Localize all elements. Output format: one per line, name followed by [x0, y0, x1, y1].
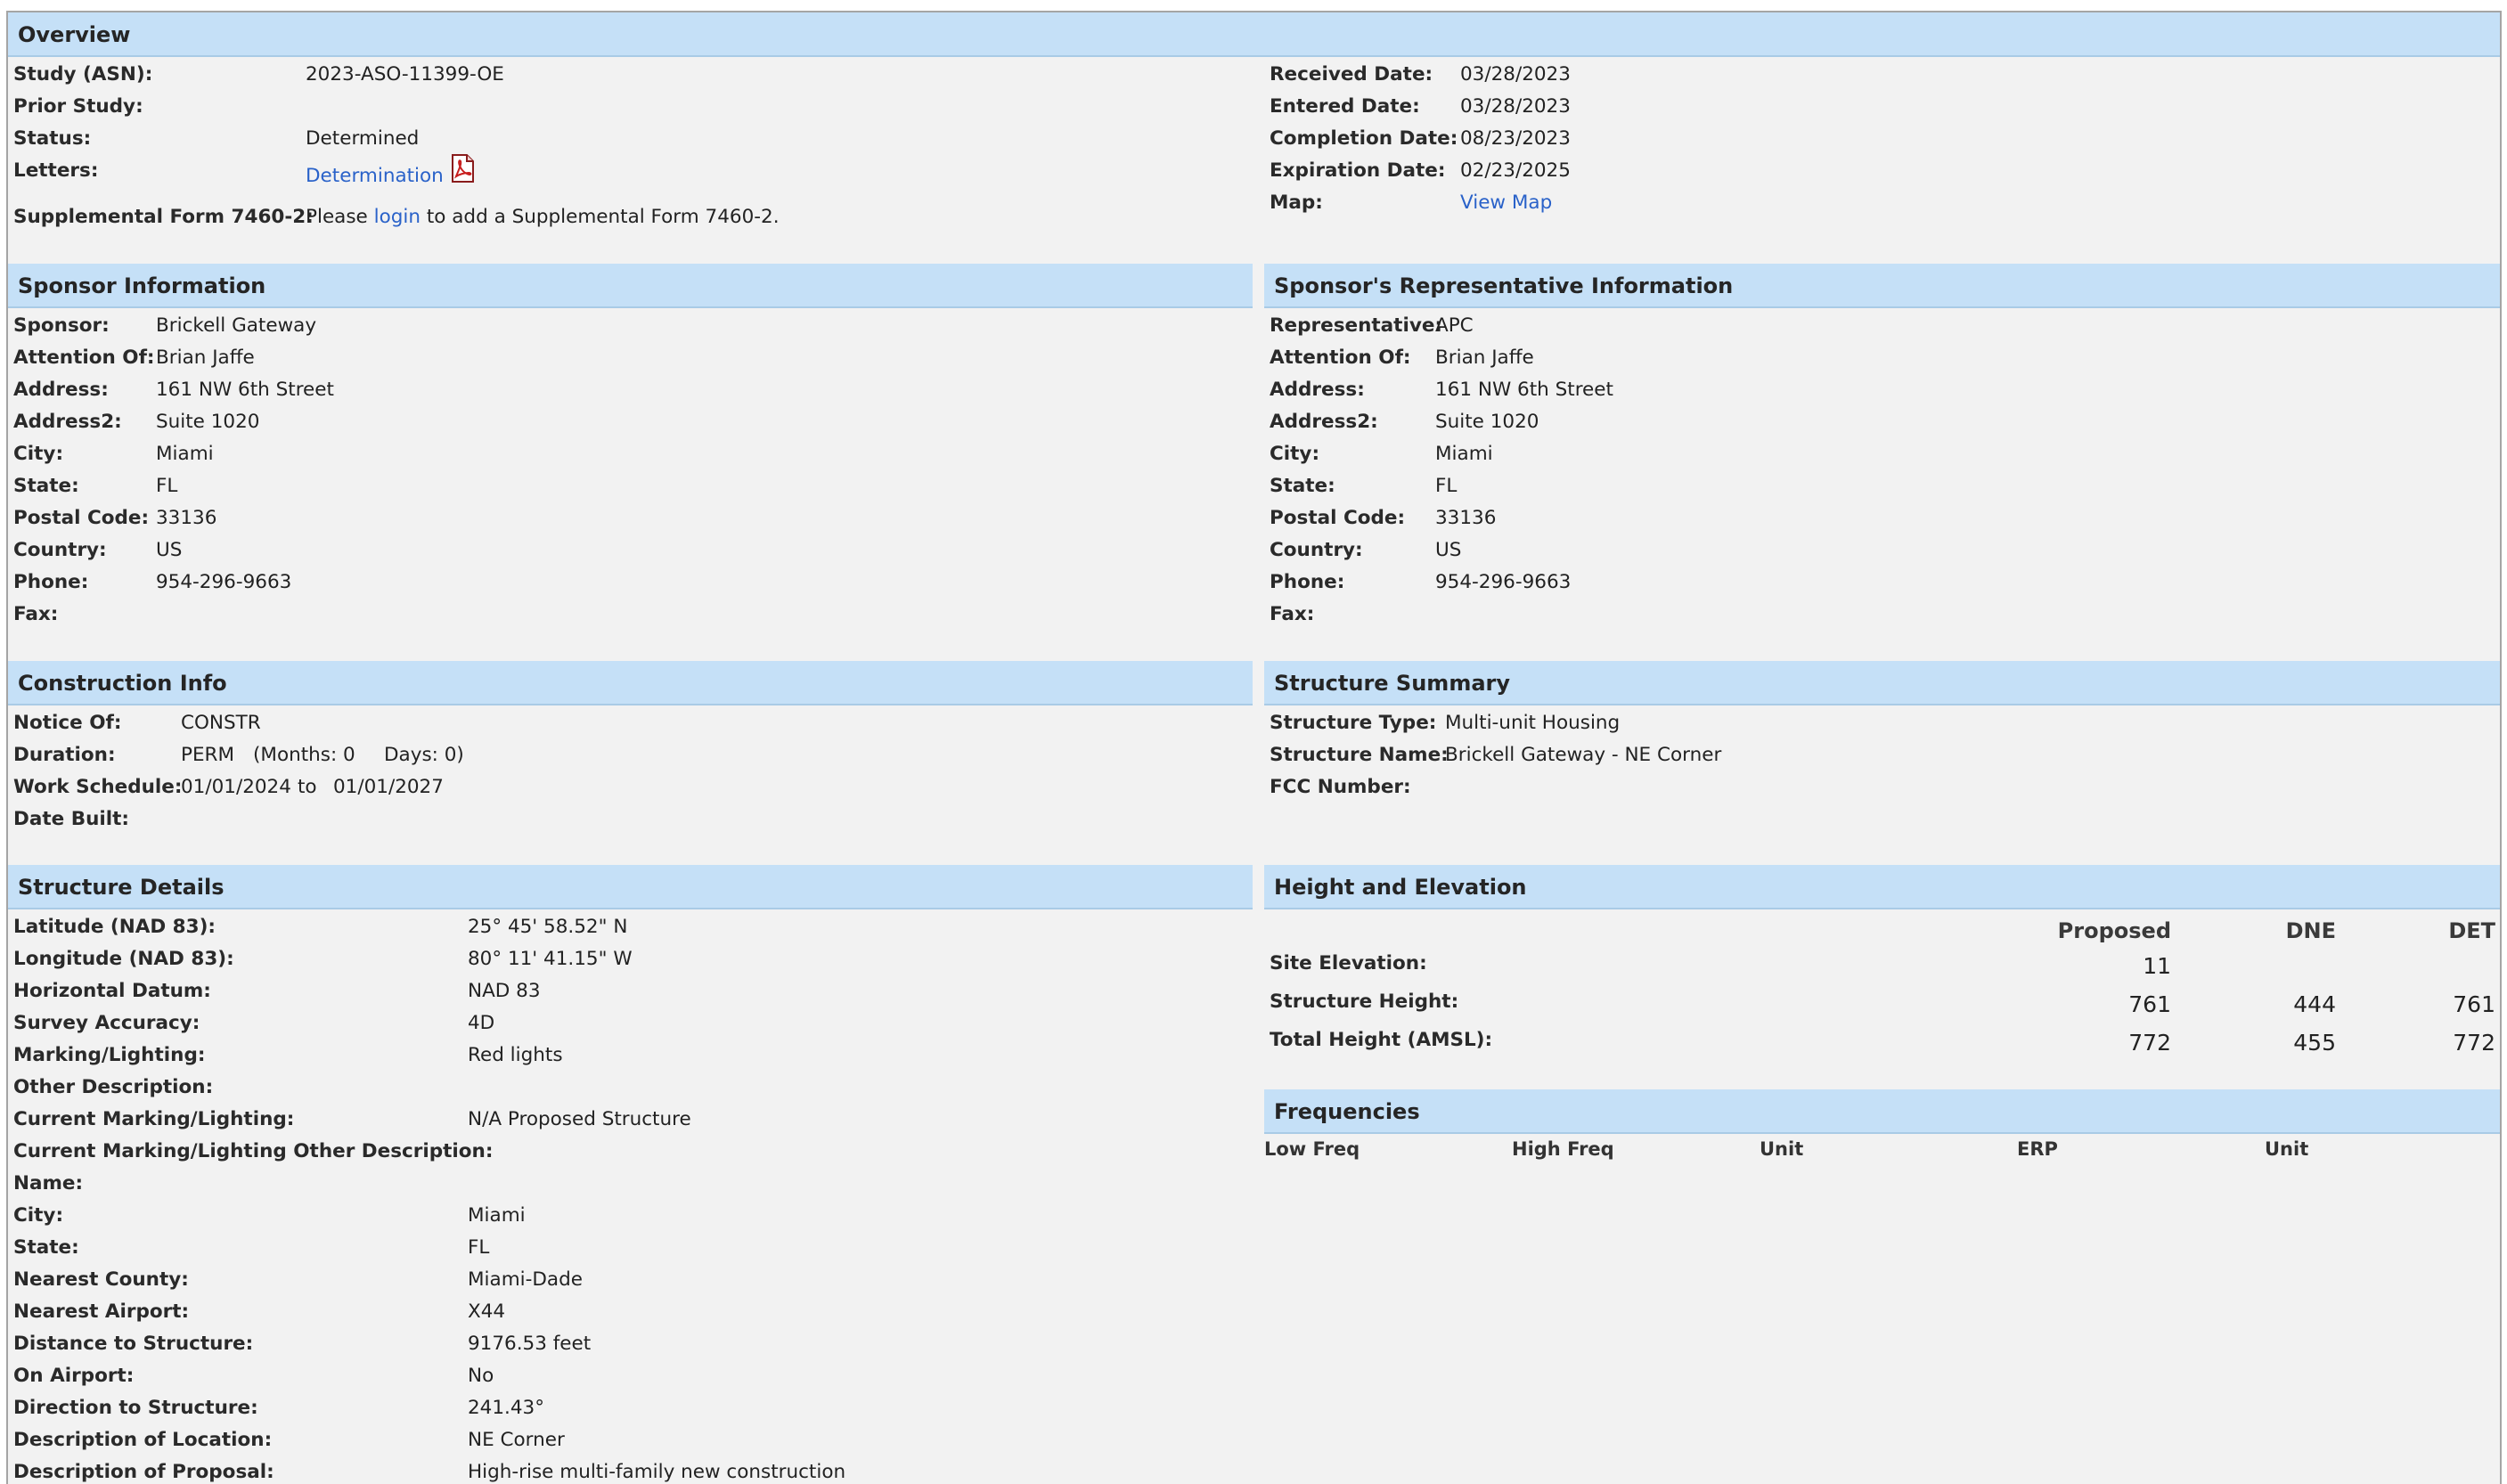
- map-label: Map:: [1270, 192, 1323, 214]
- sponsor-row: [8, 406, 1253, 438]
- details-direction-to-structure-label: Direction to Structure:: [13, 1397, 258, 1419]
- status-label: Status:: [13, 127, 92, 150]
- overview-panel: [8, 12, 2500, 244]
- sponsor-sponsor-value: Brickell Gateway: [156, 314, 317, 337]
- representative-country-label: Country:: [1270, 539, 1363, 561]
- details-row: [8, 1328, 1253, 1360]
- details-horizontal-datum-value: NAD 83: [468, 980, 541, 1002]
- supplemental-post-text: to add a Supplemental Form 7460-2.: [426, 206, 780, 228]
- received-date-value: 03/28/2023: [1460, 63, 1571, 86]
- sponsor-panel: [8, 264, 1253, 656]
- representative-address-label: Address:: [1270, 379, 1365, 401]
- details-description-of-proposal-label: Description of Proposal:: [13, 1461, 274, 1483]
- details-distance-to-structure-value: 9176.53 feet: [468, 1333, 592, 1355]
- details-row: [8, 1040, 1253, 1072]
- duration-days: Days: 0): [384, 744, 464, 766]
- representative-representative-label: Representative:: [1270, 314, 1443, 337]
- structure-type-label: Structure Type:: [1270, 712, 1437, 734]
- construction-panel: [8, 661, 1253, 857]
- structure-details-header: Structure Details: [8, 865, 1253, 909]
- representative-header: Sponsor's Representative Information: [1264, 264, 2500, 308]
- entered-date-value: 03/28/2023: [1460, 95, 1571, 118]
- construction-header: Construction Info: [8, 661, 1253, 705]
- details-nearest-airport-value: X44: [468, 1301, 506, 1323]
- representative-state-label: State:: [1270, 475, 1335, 497]
- freq-column-unit-4: Unit: [2265, 1138, 2309, 1160]
- representative-phone-value: 954-296-9663: [1435, 571, 1572, 593]
- site-elevation-proposed-value: 11: [2143, 953, 2171, 979]
- column-header-proposed: Proposed: [2057, 918, 2171, 943]
- details-row: [8, 1136, 1253, 1168]
- details-survey-accuracy-label: Survey Accuracy:: [13, 1012, 200, 1034]
- sponsor-country-value: US: [156, 539, 183, 561]
- details-row: [8, 1264, 1253, 1296]
- details-row: [8, 1072, 1253, 1104]
- determination-link[interactable]: Determination: [306, 165, 444, 187]
- supplemental-label: Supplemental Form 7460-2:: [13, 206, 314, 228]
- received-date-label: Received Date:: [1270, 63, 1433, 86]
- details-row: [8, 1424, 1253, 1456]
- details-survey-accuracy-value: 4D: [468, 1012, 495, 1034]
- details-description-of-location-value: NE Corner: [468, 1429, 565, 1451]
- details-row: [8, 1104, 1253, 1136]
- duration-label: Duration:: [13, 744, 116, 766]
- expiration-date-value: 02/23/2025: [1460, 159, 1571, 182]
- frequencies-header: Frequencies: [1264, 1089, 2500, 1134]
- completion-date-value: 08/23/2023: [1460, 127, 1571, 150]
- representative-row: [1264, 470, 2500, 502]
- sponsor-row: [8, 534, 1253, 567]
- sponsor-fax-label: Fax:: [13, 603, 59, 625]
- sponsor-row: [8, 502, 1253, 534]
- prior-study-label: Prior Study:: [13, 95, 143, 118]
- height-elevation-header: Height and Elevation: [1264, 865, 2500, 909]
- representative-city-value: Miami: [1435, 443, 1493, 465]
- details-longitude-nad-83-value: 80° 11' 41.15" W: [468, 948, 633, 970]
- sponsor-city-label: City:: [13, 443, 64, 465]
- sponsor-phone-label: Phone:: [13, 571, 89, 593]
- representative-state-value: FL: [1435, 475, 1458, 497]
- representative-row: [1264, 567, 2500, 599]
- details-row: [8, 1232, 1253, 1264]
- study-value: 2023-ASO-11399-OE: [306, 63, 504, 86]
- pdf-file-icon[interactable]: [449, 153, 476, 194]
- details-on-airport-value: No: [468, 1365, 494, 1387]
- sponsor-state-label: State:: [13, 475, 79, 497]
- details-city-label: City:: [13, 1204, 64, 1227]
- sponsor-row: [8, 599, 1253, 631]
- details-latitude-nad-83-value: 25° 45' 58.52" N: [468, 916, 628, 938]
- details-current-marking-lighting-label: Current Marking/Lighting:: [13, 1108, 295, 1130]
- representative-row: [1264, 310, 2500, 342]
- login-link[interactable]: login: [373, 206, 421, 228]
- supplemental-pre-text: Please: [306, 206, 368, 228]
- schedule-to-word: to: [298, 776, 317, 798]
- sponsor-row: [8, 567, 1253, 599]
- representative-address2-label: Address2:: [1270, 411, 1378, 433]
- details-row: [8, 1456, 1253, 1484]
- details-row: [8, 1168, 1253, 1200]
- sponsor-attention-of-label: Attention Of:: [13, 347, 155, 369]
- structure-name-label: Structure Name:: [1270, 744, 1449, 766]
- details-nearest-county-value: Miami-Dade: [468, 1268, 583, 1291]
- details-row: [8, 1360, 1253, 1392]
- representative-row: [1264, 342, 2500, 374]
- fcc-number-label: FCC Number:: [1270, 776, 1411, 798]
- representative-address-value: 161 NW 6th Street: [1435, 379, 1613, 401]
- details-state-label: State:: [13, 1236, 79, 1259]
- completion-date-label: Completion Date:: [1270, 127, 1458, 150]
- representative-row: [1264, 374, 2500, 406]
- details-longitude-nad-83-label: Longitude (NAD 83):: [13, 948, 234, 970]
- representative-postal-code-value: 33136: [1435, 507, 1497, 529]
- sponsor-postal-code-label: Postal Code:: [13, 507, 150, 529]
- details-marking-lighting-label: Marking/Lighting:: [13, 1044, 206, 1066]
- details-name-label: Name:: [13, 1172, 84, 1195]
- details-other-description-label: Other Description:: [13, 1076, 214, 1098]
- sponsor-row: [8, 310, 1253, 342]
- date-built-label: Date Built:: [13, 808, 130, 830]
- structure-details-panel: [8, 865, 1253, 1484]
- height-elevation-panel: [1264, 865, 2500, 1088]
- sponsor-attention-of-value: Brian Jaffe: [156, 347, 255, 369]
- representative-row: [1264, 406, 2500, 438]
- structure-height-det-value: 761: [2453, 991, 2495, 1017]
- sponsor-state-value: FL: [156, 475, 178, 497]
- determination-page: [6, 11, 2502, 1484]
- representative-row: [1264, 599, 2500, 631]
- notice-of-value: CONSTR: [181, 712, 261, 734]
- sponsor-address-label: Address:: [13, 379, 109, 401]
- representative-row: [1264, 534, 2500, 567]
- sponsor-city-value: Miami: [156, 443, 214, 465]
- schedule-from: 01/01/2024: [181, 776, 291, 798]
- overview-header: Overview: [8, 12, 2500, 57]
- details-current-marking-lighting-other-description-label: Current Marking/Lighting Other Description:: [13, 1140, 494, 1162]
- details-current-marking-lighting-value: N/A Proposed Structure: [468, 1108, 691, 1130]
- structure-height-proposed-value: 761: [2128, 991, 2171, 1017]
- sponsor-country-label: Country:: [13, 539, 107, 561]
- representative-row: [1264, 438, 2500, 470]
- sponsor-sponsor-label: Sponsor:: [13, 314, 110, 337]
- sponsor-header: Sponsor Information: [8, 264, 1253, 308]
- column-header-det: DET: [2448, 918, 2495, 943]
- details-direction-to-structure-value: 241.43°: [468, 1397, 544, 1419]
- representative-city-label: City:: [1270, 443, 1320, 465]
- structure-summary-panel: [1264, 661, 2500, 857]
- details-city-value: Miami: [468, 1204, 526, 1227]
- frequencies-panel: [1264, 1089, 2500, 1196]
- total-height-amsl-det-value: 772: [2453, 1030, 2495, 1056]
- freq-column-erp-3: ERP: [2017, 1138, 2058, 1160]
- sponsor-address2-value: Suite 1020: [156, 411, 260, 433]
- entered-date-label: Entered Date:: [1270, 95, 1420, 118]
- structure-name-value: Brickell Gateway - NE Corner: [1445, 744, 1722, 766]
- status-value: Determined: [306, 127, 420, 150]
- details-horizontal-datum-label: Horizontal Datum:: [13, 980, 211, 1002]
- total-height-amsl-dne-value: 455: [2293, 1030, 2336, 1056]
- details-row: [8, 911, 1253, 943]
- sponsor-row: [8, 470, 1253, 502]
- details-row: [8, 1200, 1253, 1232]
- representative-attention-of-label: Attention Of:: [1270, 347, 1411, 369]
- structure-height-dne-value: 444: [2293, 991, 2336, 1017]
- details-nearest-county-label: Nearest County:: [13, 1268, 189, 1291]
- view-map-link[interactable]: View Map: [1460, 192, 1553, 214]
- total-height-amsl-label: Total Height (AMSL):: [1270, 1029, 1493, 1051]
- duration-value: PERM: [181, 744, 235, 766]
- letters-label: Letters:: [13, 159, 99, 182]
- sponsor-row: [8, 374, 1253, 406]
- total-height-amsl-proposed-value: 772: [2128, 1030, 2171, 1056]
- column-header-dne: DNE: [2285, 918, 2336, 943]
- representative-address2-value: Suite 1020: [1435, 411, 1539, 433]
- notice-of-label: Notice Of:: [13, 712, 122, 734]
- details-distance-to-structure-label: Distance to Structure:: [13, 1333, 254, 1355]
- details-row: [8, 1392, 1253, 1424]
- freq-column-low-freq-0: Low Freq: [1264, 1138, 1360, 1160]
- sponsor-address2-label: Address2:: [13, 411, 122, 433]
- sponsor-row: [8, 438, 1253, 470]
- details-nearest-airport-label: Nearest Airport:: [13, 1301, 190, 1323]
- duration-months: (Months: 0: [253, 744, 355, 766]
- freq-column-unit-2: Unit: [1760, 1138, 1804, 1160]
- details-description-of-proposal-value: High-rise multi-family new construction: [468, 1461, 846, 1483]
- work-schedule-label: Work Schedule:: [13, 776, 183, 798]
- representative-country-value: US: [1435, 539, 1462, 561]
- site-elevation-label: Site Elevation:: [1270, 952, 1427, 974]
- details-row: [8, 1007, 1253, 1040]
- sponsor-postal-code-value: 33136: [156, 507, 217, 529]
- representative-representative-value: APC: [1435, 314, 1474, 337]
- representative-panel: [1264, 264, 2500, 656]
- details-marking-lighting-value: Red lights: [468, 1044, 563, 1066]
- schedule-to: 01/01/2027: [333, 776, 444, 798]
- representative-fax-label: Fax:: [1270, 603, 1315, 625]
- representative-phone-label: Phone:: [1270, 571, 1345, 593]
- details-latitude-nad-83-label: Latitude (NAD 83):: [13, 916, 216, 938]
- details-state-value: FL: [468, 1236, 490, 1259]
- representative-postal-code-label: Postal Code:: [1270, 507, 1406, 529]
- sponsor-address-value: 161 NW 6th Street: [156, 379, 334, 401]
- frequencies-table: [1264, 1136, 2500, 1171]
- freq-column-high-freq-1: High Freq: [1512, 1138, 1614, 1160]
- representative-attention-of-value: Brian Jaffe: [1435, 347, 1534, 369]
- details-row: [8, 943, 1253, 975]
- expiration-date-label: Expiration Date:: [1270, 159, 1446, 182]
- structure-height-label: Structure Height:: [1270, 991, 1459, 1013]
- sponsor-row: [8, 342, 1253, 374]
- sponsor-phone-value: 954-296-9663: [156, 571, 292, 593]
- representative-row: [1264, 502, 2500, 534]
- details-on-airport-label: On Airport:: [13, 1365, 135, 1387]
- details-row: [8, 1296, 1253, 1328]
- structure-type-value: Multi-unit Housing: [1445, 712, 1621, 734]
- details-row: [8, 975, 1253, 1007]
- study-label: Study (ASN):: [13, 63, 153, 86]
- details-description-of-location-label: Description of Location:: [13, 1429, 273, 1451]
- structure-summary-header: Structure Summary: [1264, 661, 2500, 705]
